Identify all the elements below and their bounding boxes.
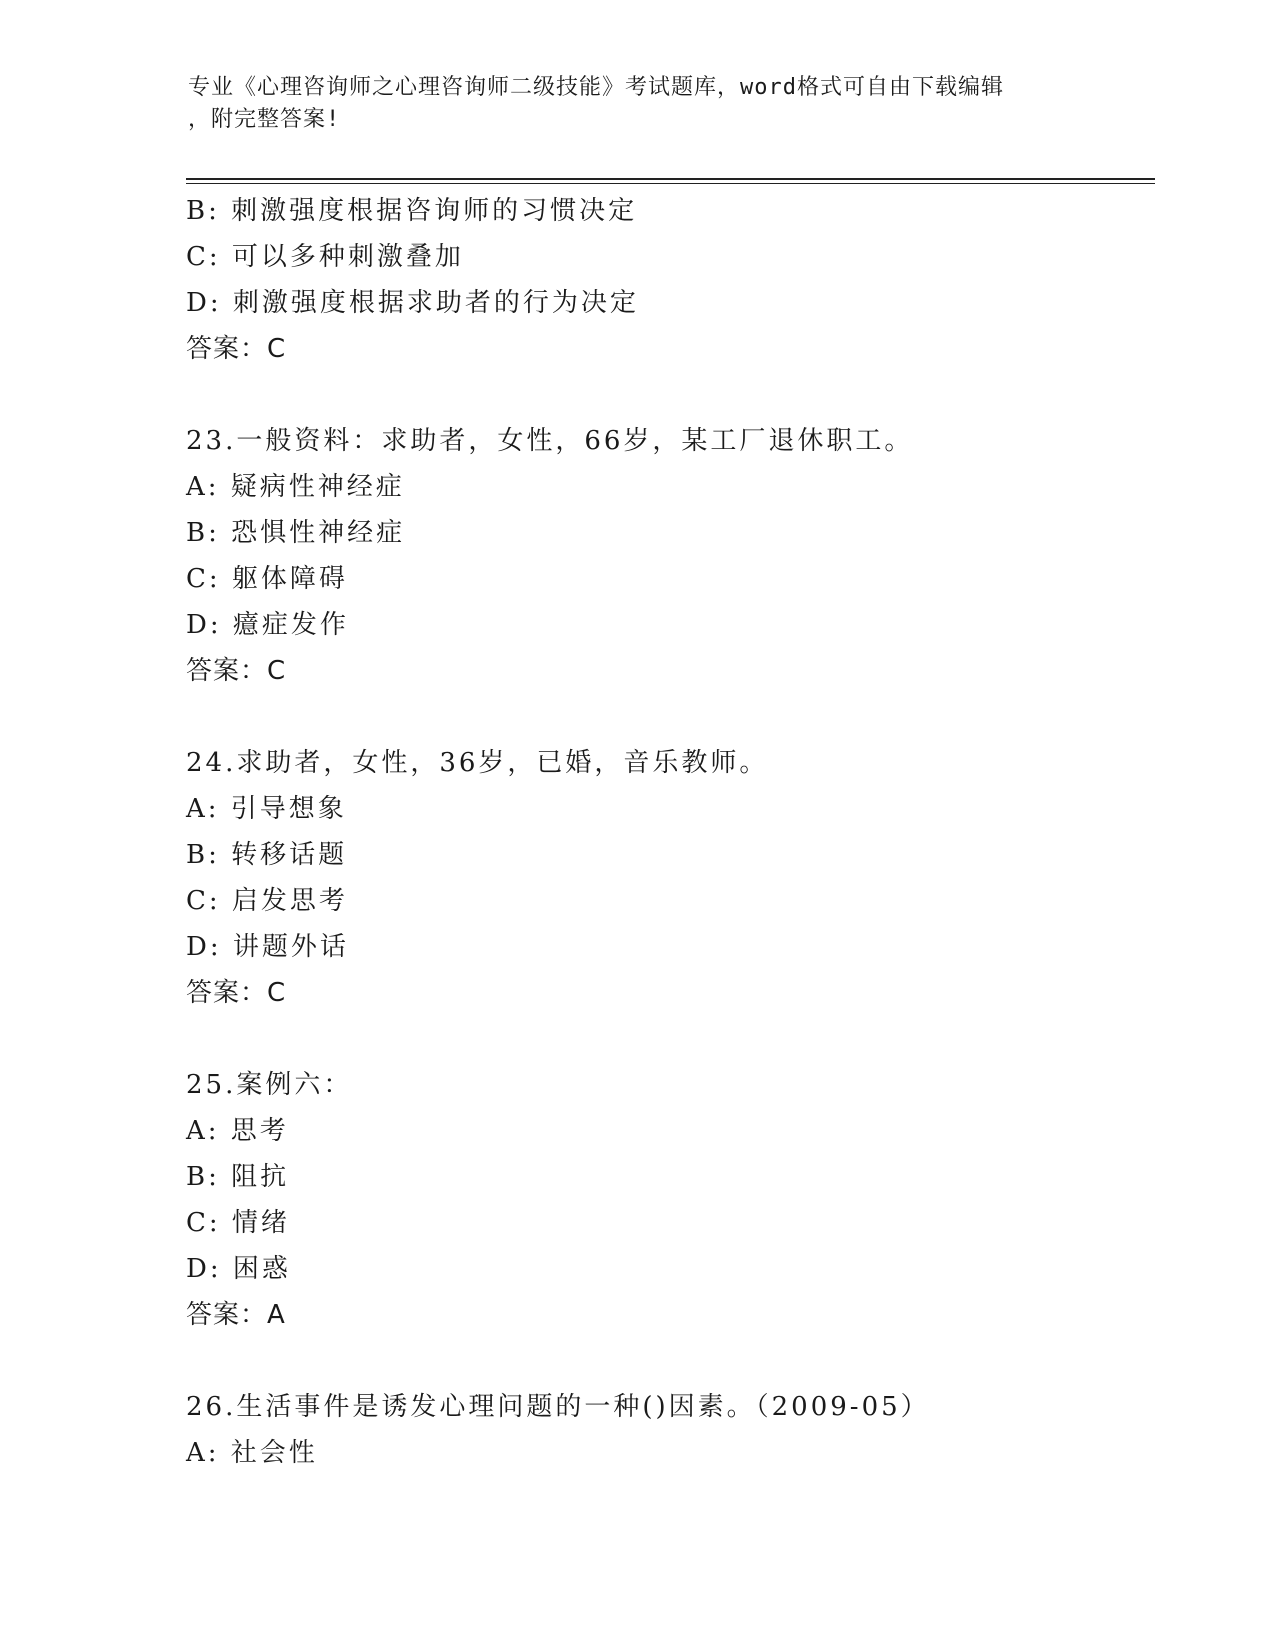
question-text: 25.案例六： <box>186 1070 353 1100</box>
document-header <box>188 72 1088 136</box>
header-line-2: ，附完整答案! <box>188 107 341 132</box>
header-divider-thin <box>186 183 1155 184</box>
option-c: C: 情绪 <box>186 1208 290 1238</box>
answer: 答案：C <box>186 978 287 1008</box>
question-list <box>186 188 1146 1476</box>
option-b: B: 刺激强度根据咨询师的习惯决定 <box>186 196 638 226</box>
option-d: D: 癔症发作 <box>186 610 349 640</box>
answer: 答案：C <box>186 656 287 686</box>
option-b: B: 阻抗 <box>186 1162 290 1192</box>
question-block <box>186 1062 1146 1338</box>
option-d: D: 困惑 <box>186 1254 291 1284</box>
answer: 答案：A <box>186 1300 286 1330</box>
question-text: 24.求助者，女性，36岁，已婚，音乐教师。 <box>186 748 769 778</box>
option-b: B: 转移话题 <box>186 840 348 870</box>
option-b: B: 恐惧性神经症 <box>186 518 406 548</box>
option-c: C: 启发思考 <box>186 886 348 916</box>
option-d: D: 刺激强度根据求助者的行为决定 <box>186 288 639 318</box>
question-text: 26.生活事件是诱发心理问题的一种()因素。（2009-05） <box>186 1392 930 1422</box>
header-divider-thick <box>186 178 1155 180</box>
question-block <box>186 740 1146 1016</box>
question-block <box>186 418 1146 694</box>
option-a: A: 社会性 <box>186 1438 318 1468</box>
option-c: C: 躯体障碍 <box>186 564 348 594</box>
option-a: A: 疑病性神经症 <box>186 472 405 502</box>
answer: 答案：C <box>186 334 287 364</box>
option-d: D: 讲题外话 <box>186 932 349 962</box>
question-block <box>186 1384 1146 1476</box>
option-a: A: 引导想象 <box>186 794 347 824</box>
option-a: A: 思考 <box>186 1116 289 1146</box>
question-text: 23.一般资料：求助者，女性，66岁，某工厂退休职工。 <box>186 426 914 456</box>
header-line-1: 专业《心理咨询师之心理咨询师二级技能》考试题库，word格式可自由下载编辑 <box>188 75 1004 100</box>
question-block <box>186 188 1146 372</box>
option-c: C: 可以多种刺激叠加 <box>186 242 464 272</box>
